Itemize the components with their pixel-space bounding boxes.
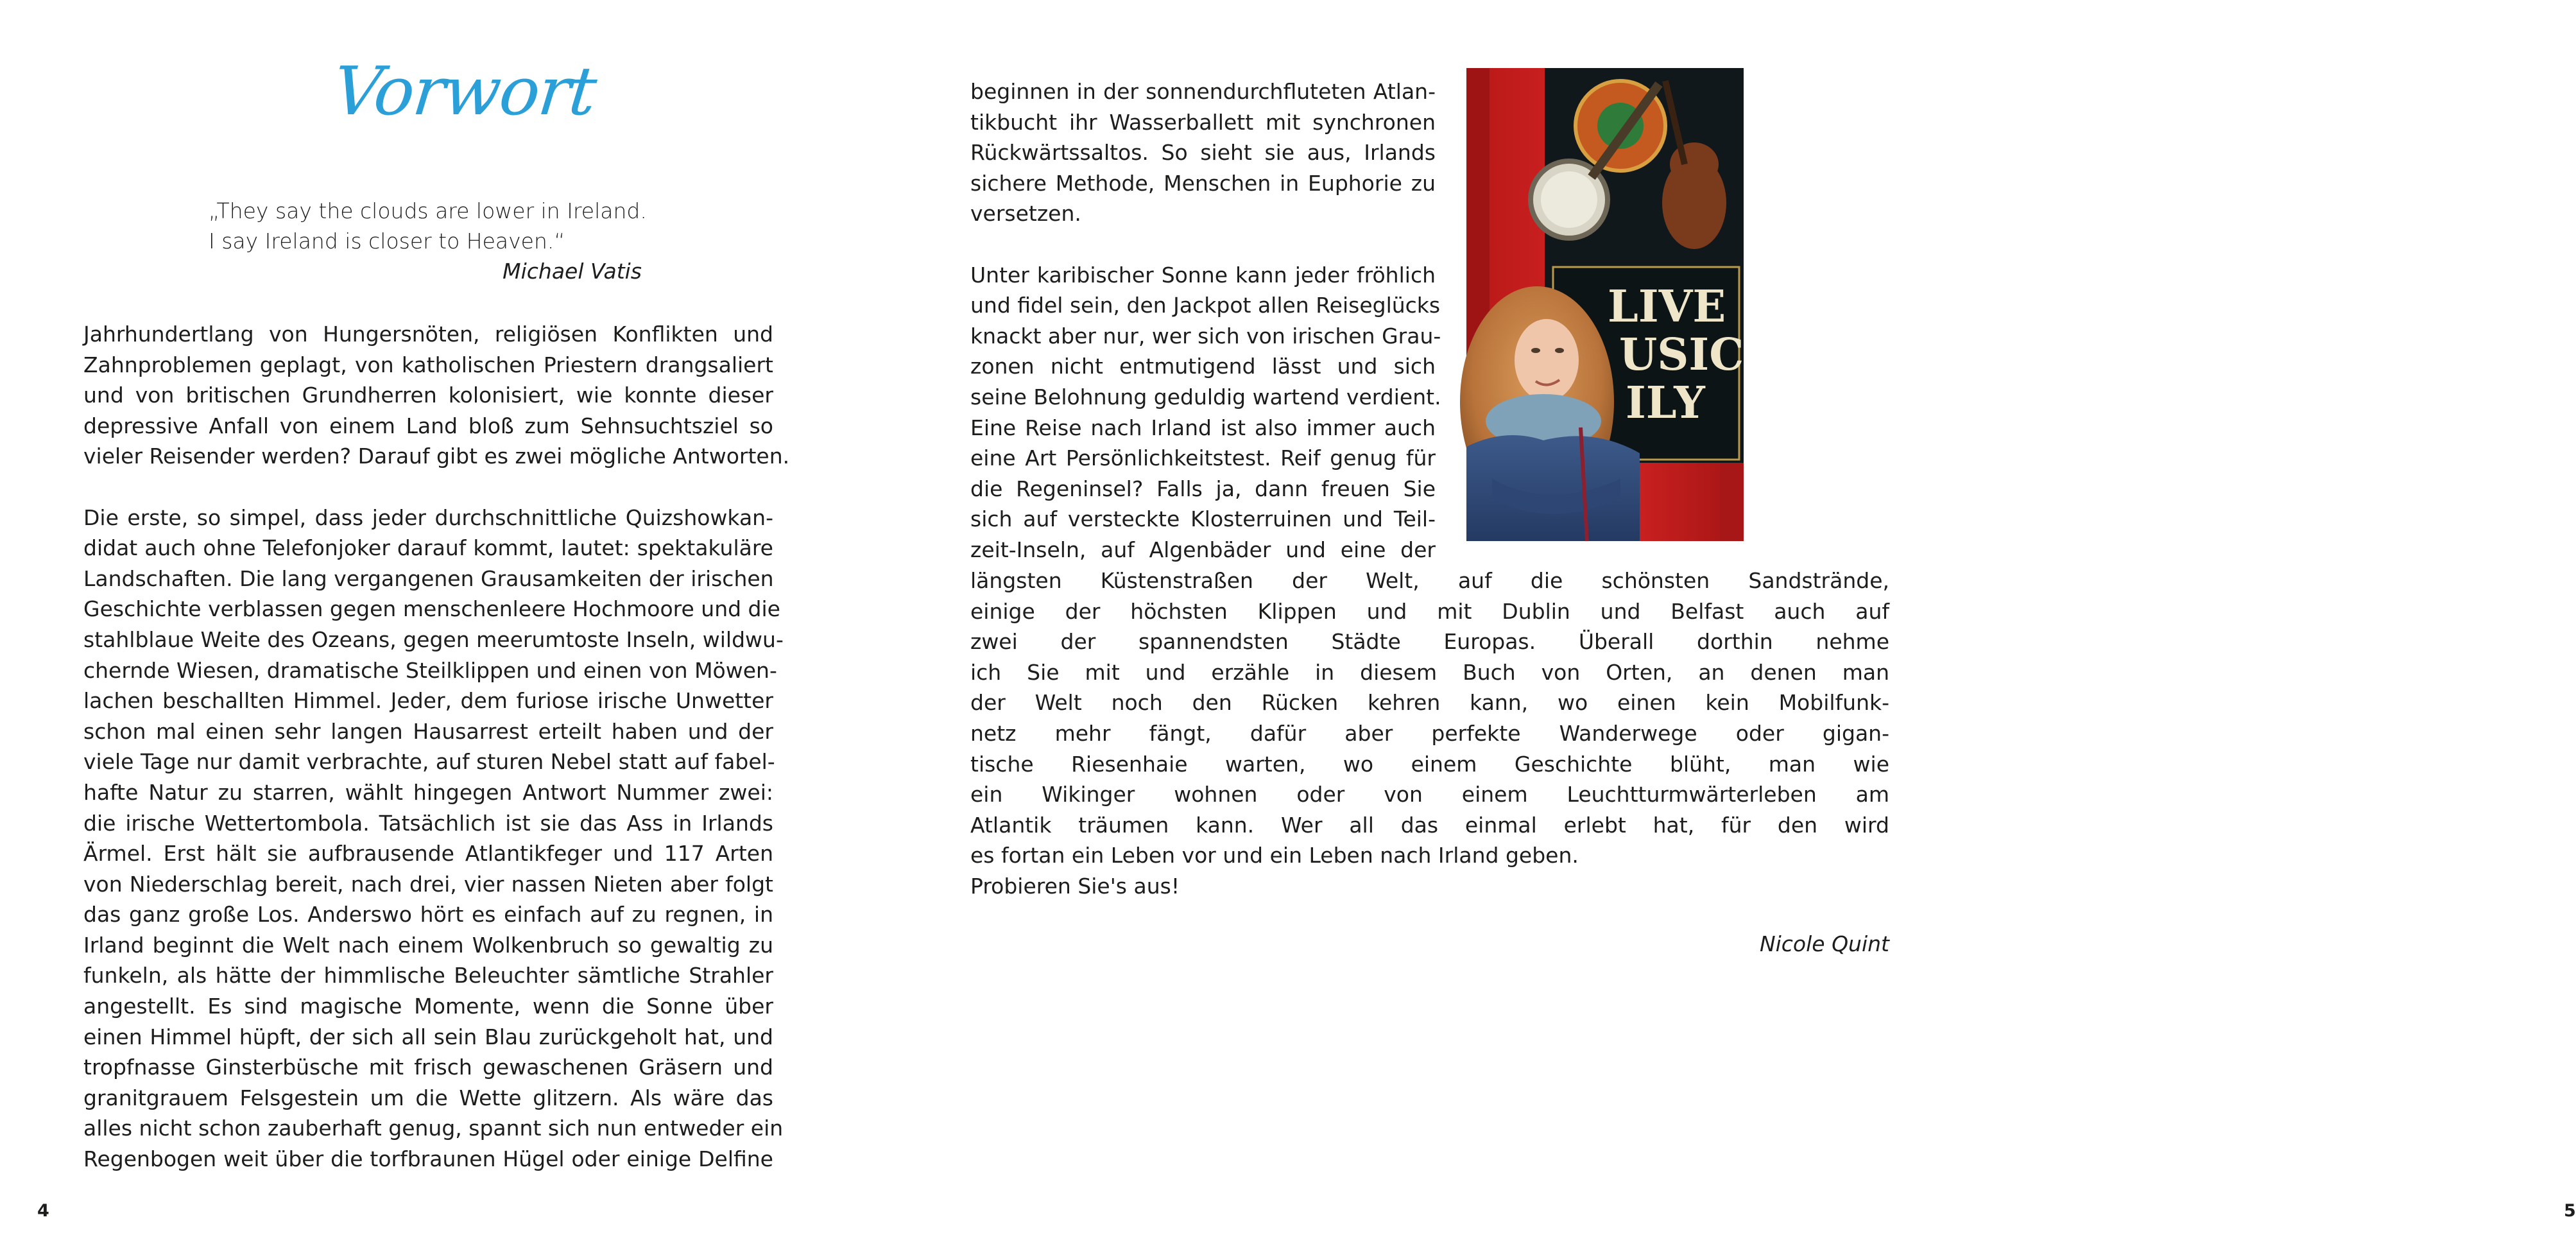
quote-author: Michael Vatis — [502, 259, 642, 284]
text-line: sichere Methode, Menschen in Euphorie zu — [970, 170, 1436, 196]
text-line: seine Belohnung geduldig wartend verdient. — [970, 384, 1441, 410]
text-line: viele Tage nur damit verbrachte, auf sturen Nebel statt auf fabel- — [83, 749, 775, 775]
sign-text-daily: ILY — [1626, 377, 1705, 429]
sign-text-music: USIC — [1619, 329, 1744, 381]
quote-line-2: I say Ireland is closer to Heaven.“ — [209, 229, 565, 254]
text-line: vieler Reisender werden? Darauf gibt es zwei mögliche Antworten. — [83, 444, 790, 469]
text-line: Ärmel. Erst hält sie aufbrausende Atlantikfeger und 117 Arten — [83, 841, 773, 867]
epigraph-quote — [209, 196, 647, 286]
text-line: einige der höchsten Klippen und mit Dublin und Belfast auch auf — [970, 598, 1889, 624]
paragraph-1 — [83, 319, 790, 472]
text-line: Landschaften. Die lang vergangenen Grausamkeiten der irischen — [83, 565, 774, 591]
text-line: eine Art Persönlichkeitstest. Reif genug für — [970, 445, 1436, 471]
text-line: Atlantik träumen kann. Wer all das einmal erlebt hat, für den wird — [970, 812, 1889, 838]
right-body-text-wide — [970, 565, 1889, 902]
text-line: Eine Reise nach Irland ist also immer auch — [970, 415, 1436, 440]
text-line: und fidel sein, den Jackpot allen Reiseglücks — [970, 293, 1441, 318]
sign-text-live: LIVE — [1608, 281, 1726, 332]
text-line: und von britischen Grundherren kolonisiert, wie konnte dieser — [83, 383, 773, 408]
text-line: Jahrhundertlang von Hungersnöten, religiösen Konflikten und — [83, 322, 773, 347]
text-line: zeit-Inseln, auf Algenbäder und eine der — [970, 537, 1436, 562]
right-body-text-narrow — [970, 76, 1441, 565]
text-line: das ganz große Los. Anderswo hört es einfach auf zu regnen, in — [83, 902, 773, 927]
quote-line-1: „They say the clouds are lower in Ireland. — [209, 198, 647, 223]
text-line: einen Himmel hüpft, der sich all sein Blau zurückgeholt hat, und — [83, 1024, 773, 1049]
text-line: didat auch ohne Telefonjoker darauf kommt, lautet: spektakuläre — [83, 535, 773, 561]
text-line: sich auf versteckte Klosterruinen und Teil- — [970, 506, 1436, 532]
text-line: granitgrauem Felsgestein um die Wette glitzern. Als wäre das — [83, 1085, 773, 1110]
text-line: von Niederschlag bereit, nach drei, vier nassen Nieten aber folgt — [83, 871, 773, 897]
text-line: die Regeninsel? Falls ja, dann freuen Sie — [970, 476, 1436, 501]
text-line: die irische Wettertombola. Tatsächlich ist sie das Ass in Irlands — [83, 810, 773, 836]
text-line: zonen nicht entmutigend lässt und sich — [970, 354, 1436, 379]
left-page — [0, 0, 872, 1251]
text-line: es fortan ein Leben vor und ein Leben nach Irland geben. — [970, 843, 1579, 868]
text-line: Irland beginnt die Welt nach einem Wolkenbruch so gewaltig zu — [83, 932, 773, 958]
text-line: stahlblaue Weite des Ozeans, gegen meerumtoste Inseln, wildwu- — [83, 626, 784, 652]
text-line: funkeln, als hätte der himmlische Beleuchter sämtliche Strahler — [83, 963, 773, 988]
text-line: alles nicht schon zauberhaft genug, spannt sich nun entweder ein — [83, 1116, 784, 1141]
page-number-right: 5 — [2564, 1201, 2576, 1221]
text-line: Unter karibischer Sonne kann jeder fröhlich — [970, 262, 1436, 288]
text-line: zwei der spannendsten Städte Europas. Überall dorthin nehme — [970, 629, 1889, 655]
text-line: angestellt. Es sind magische Momente, wenn die Sonne über — [83, 994, 773, 1019]
text-line: depressive Anfall von einem Land bloß zum Sehnsuchtsziel so — [83, 413, 773, 438]
text-line: schon mal einen sehr langen Hausarrest erteilt haben und der — [83, 718, 773, 744]
text-line: tikbucht ihr Wasserballett mit synchronen — [970, 109, 1436, 135]
text-line: längsten Küstenstraßen der Welt, auf die schönsten Sandstrände, — [970, 568, 1889, 593]
paragraph-continued — [970, 76, 1436, 229]
page-number-left: 4 — [37, 1201, 49, 1221]
text-line: Geschichte verblassen gegen menschenleere Hochmoore und die — [83, 596, 780, 622]
text-line: ich Sie mit und erzähle in diesem Buch von Orten, an denen man — [970, 659, 1889, 685]
text-line: beginnen in der sonnendurchfluteten Atlan- — [970, 79, 1436, 104]
text-line: chernde Wiesen, dramatische Steilklippen und einen von Möwen- — [83, 657, 777, 683]
text-line: knackt aber nur, wer sich von irischen Grau- — [970, 323, 1441, 349]
author-photo — [1466, 68, 1744, 541]
paragraph-3 — [970, 260, 1441, 565]
text-line: netz mehr fängt, dafür aber perfekte Wanderwege oder gigan- — [970, 720, 1889, 746]
left-body-text — [83, 319, 790, 1175]
paragraph-2 — [83, 503, 784, 1175]
text-line: ein Wikinger wohnen oder von einem Leuchtturmwärterleben am — [970, 782, 1889, 807]
text-line: versetzen. — [970, 201, 1081, 227]
text-line: Probieren Sie's aus! — [970, 873, 1180, 899]
page-title: Vorwort — [329, 52, 599, 130]
text-line: tische Riesenhaie warten, wo einem Geschichte blüht, man wie — [970, 751, 1889, 777]
text-line: Die erste, so simpel, dass jeder durchschnittliche Quizshowkan- — [83, 505, 773, 530]
text-line: lachen beschallten Himmel. Jeder, dem furiose irische Unwetter — [83, 688, 773, 714]
text-line: tropfnasse Ginsterbüsche mit frisch gewaschenen Gräsern und — [83, 1055, 773, 1080]
text-line: Zahnproblemen geplagt, von katholischen Priestern drangsaliert — [83, 352, 773, 377]
text-line: Rückwärtssaltos. So sieht sie aus, Irlands — [970, 140, 1436, 166]
text-line: hafte Natur zu starren, wählt hingegen Antwort Nummer zwei: — [83, 779, 773, 805]
author-signature: Nicole Quint — [1759, 931, 1889, 956]
text-line: der Welt noch den Rücken kehren kann, wo einen kein Mobilfunk- — [970, 690, 1889, 716]
text-line: Regenbogen weit über die torfbraunen Hügel oder einige Delfine — [83, 1146, 773, 1172]
